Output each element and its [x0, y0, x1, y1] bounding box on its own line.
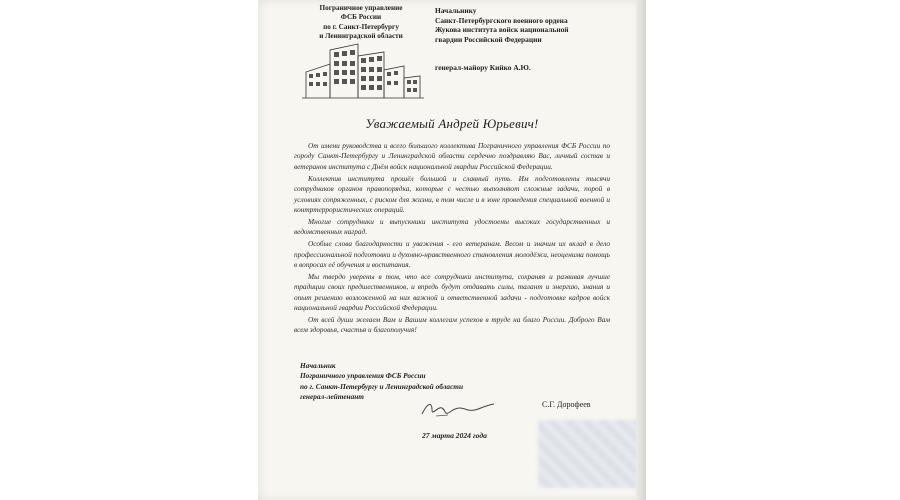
- letter-page: [258, 0, 646, 500]
- sender-line: по г. Санкт-Петербургу: [323, 22, 399, 31]
- signature-line: генерал-лейтенант: [300, 392, 364, 402]
- salutation: Уважаемый Андрей Юрьевич!: [365, 116, 539, 131]
- signer-name: С.Г. Дорофеев: [542, 400, 591, 409]
- blurred-stamp: [538, 420, 642, 488]
- signature-block: [300, 361, 510, 403]
- recipient-rank: генерал-майору Кийко А.Ю.: [435, 63, 531, 73]
- recipient-line: Жукова института войск национальной: [435, 25, 569, 35]
- body-paragraph: Особые слова благодарности и уважения - его ветеранам. Весом и значим их вклад в дело профессиональной подготовки и духовно-нравственного становления молодёжи, неоценима помощь в вопросах её обучения и воспитания.: [294, 239, 610, 269]
- body-paragraph: Мы твердо уверены в том, что все сотрудники института, сохраняя и развивая лучшие традиции своих предшественников, и впредь будут отдавать силы, талант и энергию, знания и опыт решению возложенной на них важной и ответственной задачи - подготовке кадров войск национальной гвардии Российской Федерации.: [294, 271, 610, 313]
- recipient-line: гвардии Российской Федерации: [435, 34, 542, 44]
- recipient-line: Санкт-Петербургского военного ордена: [435, 15, 568, 25]
- sender-header: [296, 4, 426, 42]
- page-edge: [636, 0, 646, 500]
- body-paragraph: От всей души желаем Вам и Вашим коллегам успехов в труде на благо России. Доброго Вам всем здоровья, счастья и благополучия!: [294, 315, 610, 335]
- body-paragraph: Многие сотрудники и выпускники института удостоены высоких государственных и ведомственных наград.: [294, 216, 610, 237]
- handwritten-signature-icon: [418, 398, 498, 420]
- letter-body: [294, 141, 610, 337]
- sender-line: Пограничное управление: [319, 4, 403, 12]
- signature-line: Пограничного управления ФСБ России: [300, 371, 426, 381]
- letter-date: 27 марта 2024 года: [422, 431, 487, 440]
- body-paragraph: От имени руководства и всего большого коллектива Пограничного управления ФСБ России по городу Санкт-Петербургу и Ленинградской области сердечно поздравляю Вас, личный состав и ветеранов института с Днём войск национальной гвардии Российской Федерации.: [294, 141, 610, 171]
- recipient-line: Начальнику: [435, 6, 477, 15]
- signature-line: по г. Санкт-Петербургу и Ленинградской области: [300, 381, 464, 391]
- signature-line: Начальник: [300, 361, 336, 370]
- sender-line: и Ленинградской области: [319, 32, 403, 41]
- sender-line: ФСБ России: [340, 13, 382, 22]
- building-emblem-icon: [300, 42, 426, 100]
- recipient-header: [435, 6, 635, 73]
- body-paragraph: Коллектив института прошёл большой и славный путь. Им подготовлены тысячи сотрудников органов правопорядка, которые с честью выполняют сложные задачи, порой в условиях сопряженных, с риском для жизни, в том числе и в зоне проведения специальной военной и контртеррористических операций.: [294, 173, 610, 214]
